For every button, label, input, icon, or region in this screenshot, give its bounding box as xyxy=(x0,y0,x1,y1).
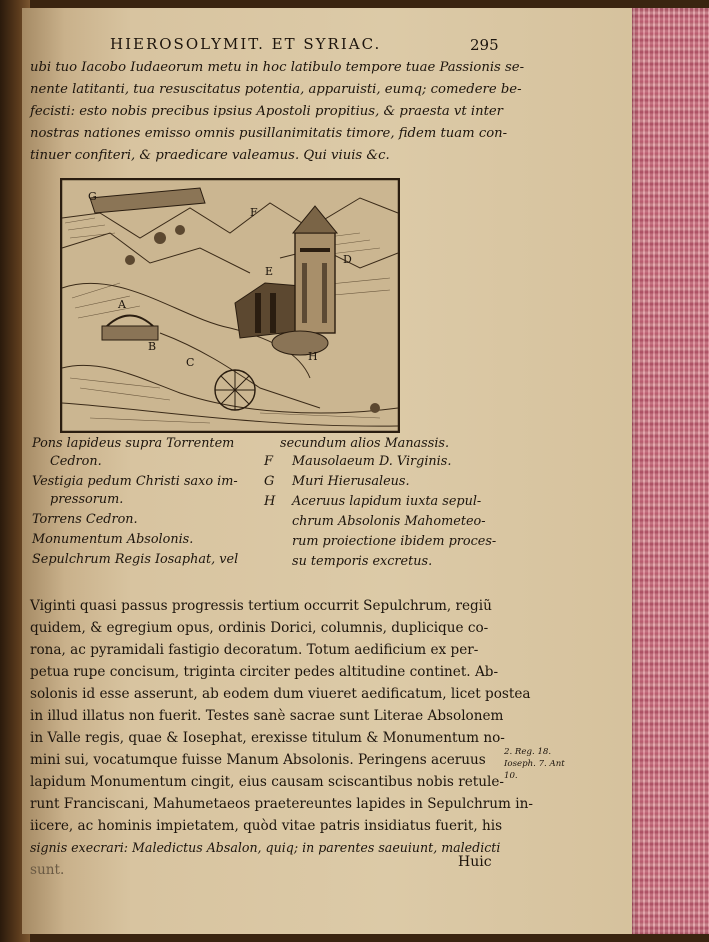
valley-engraving xyxy=(60,178,400,433)
legend-letter: F xyxy=(264,454,274,469)
legend-line: secundum alios Manassis. xyxy=(280,436,450,451)
body-line: rona, ac pyramidali fastigio decoratum. Totum aedificium ex per- xyxy=(30,642,479,658)
body-line: Viginti quasi passus progressis tertium occurrit Sepulchrum, regiũ xyxy=(30,598,492,614)
body-line: in Valle regis, quae & Iosephat, erexisse titulum & Monumentum no- xyxy=(30,730,505,746)
engraving-label: B xyxy=(148,340,157,353)
body-line: mini sui, vocatumque fuisse Manum Absolonis. Peringens aceruus xyxy=(30,752,486,768)
engraving-label: C xyxy=(186,356,195,369)
legend-line: rum proiectione ibidem proces- xyxy=(292,534,497,549)
legend-line: Torrens Cedron. xyxy=(32,512,138,527)
legend-line: Vestigia pedum Christi saxo im- xyxy=(32,474,238,489)
legend-line: Monumentum Absolonis. xyxy=(32,532,194,547)
book-page xyxy=(22,8,632,934)
body-line: iicere, ac hominis impietatem, quòd vitae patris insidiatus fuerit, his xyxy=(30,818,503,834)
page-edges xyxy=(628,8,709,934)
legend-line: Mausolaeum D. Virginis. xyxy=(292,454,452,469)
margin-note: Ioseph. 7. Ant xyxy=(504,759,565,769)
engraving-label: A xyxy=(118,298,126,311)
margin-note: 2. Reg. 18. xyxy=(504,747,552,757)
body-line: runt Franciscani, Mahumetaeos praetereuntes lapides in Sepulchrum in- xyxy=(30,796,533,812)
legend-line: Cedron. xyxy=(50,454,102,469)
legend-line: Sepulchrum Regis Iosaphat, vel xyxy=(32,552,239,567)
body-line: signis execrari: Maledictus Absalon, quiq; in parentes saeuiunt, maledicti xyxy=(30,840,501,855)
margin-note: 10. xyxy=(504,771,518,781)
body-line: sunt. xyxy=(30,862,65,878)
engraving-label: E xyxy=(265,265,274,278)
body-line: quidem, & egregium opus, ordinis Dorici, columnis, duplicique co- xyxy=(30,620,489,636)
catchword: Huic xyxy=(458,854,492,870)
body-line: solonis id esse asserunt, ab eodem dum viueret aedificatum, licet postea xyxy=(30,686,531,702)
legend-letter: G xyxy=(264,474,275,489)
page-number: 295 xyxy=(470,36,499,54)
running-title: HIEROSOLYMIT. ET SYRIAC. xyxy=(110,35,382,53)
prayer-line: tinuer confiteri, & praedicare valeamus. Qui viuis &c. xyxy=(30,148,390,163)
engraving-label: F xyxy=(250,206,258,219)
legend-line: su temporis excretus. xyxy=(292,554,433,569)
prayer-line: nostras nationes emisso omnis pusillanimitatis timore, fidem tuam con- xyxy=(30,126,508,141)
prayer-line: ubi tuo Iacobo Iudaeorum metu in hoc latibulo tempore tuae Passionis se- xyxy=(30,60,525,75)
legend-line: pressorum. xyxy=(50,492,124,507)
engraving-label: G xyxy=(88,190,97,203)
legend-line: chrum Absolonis Mahometeo- xyxy=(292,514,486,529)
prayer-line: nente latitanti, tua resuscitatus potentia, apparuisti, eumq; comedere be- xyxy=(30,82,522,97)
legend-line: Aceruus lapidum iuxta sepul- xyxy=(292,494,482,509)
body-line: lapidum Monumentum cingit, eius causam sciscantibus nobis retule- xyxy=(30,774,504,790)
legend-letter: H xyxy=(264,494,276,509)
body-line: petua rupe concisum, triginta circiter pedes altitudine continet. Ab- xyxy=(30,664,499,680)
prayer-line: fecisti: esto nobis precibus ipsius Apostoli propitius, & praesta vt inter xyxy=(30,104,503,119)
legend-line: Muri Hierusaleus. xyxy=(292,474,410,489)
body-line: in illud illatus non fuerit. Testes sanè sacrae sunt Literae Absolonem xyxy=(30,708,504,724)
engraving-label: H xyxy=(308,350,318,363)
engraving-label: D xyxy=(343,253,352,266)
legend-line: Pons lapideus supra Torrentem xyxy=(32,436,235,451)
